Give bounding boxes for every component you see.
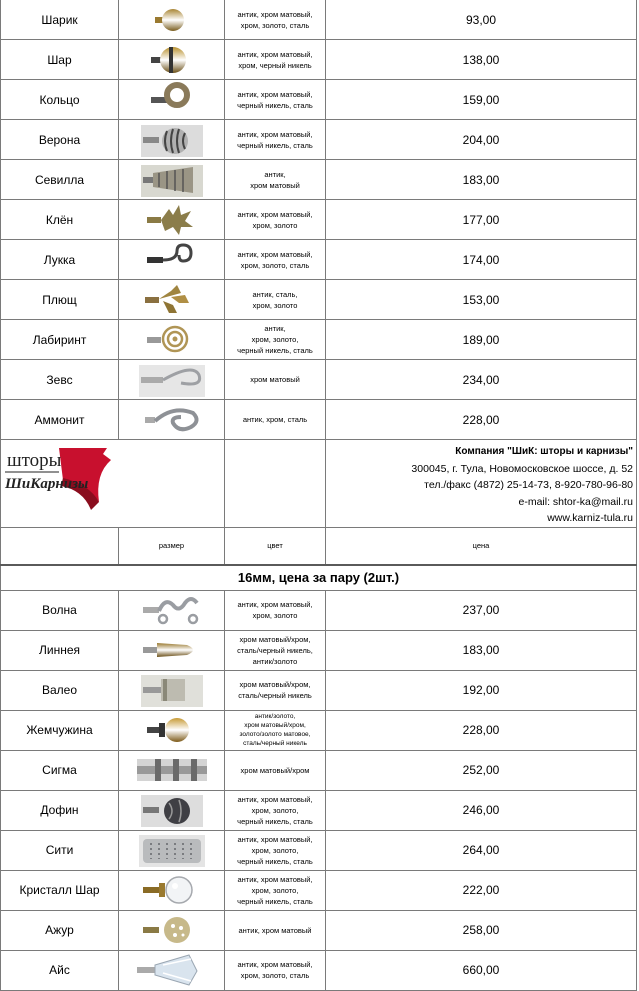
product-price: 189,00 [326,320,637,360]
product-colors [225,160,326,200]
color-line: хром, золото, сталь [240,260,310,270]
product-image [119,710,225,750]
company-phone: тел./факс (4872) 25-14-73, 8-920-780-96-80 [424,479,633,491]
product-row [1,590,637,630]
product-price: 237,00 [326,590,637,630]
color-line: антик, [264,324,286,333]
company-site[interactable]: www.karniz-tula.ru [547,512,633,524]
header-empty [1,527,119,565]
product-image [119,120,225,160]
product-colors [225,280,326,320]
product-name: Сити [1,830,119,870]
sphere-finial-icon [133,41,211,79]
product-image [119,280,225,320]
company-logo [3,444,115,516]
product-row [1,750,637,790]
color-line: хром матовый [250,180,300,190]
product-colors [225,0,326,40]
product-name: Волна [1,590,119,630]
company-address: 300045, г. Тула, Новомосковское шоссе, д. 52 [411,462,633,475]
color-line: хром, золото, [251,845,299,855]
color-line: антик/золото [252,656,298,666]
product-name: Аммонит [1,400,119,440]
product-row [1,870,637,910]
product-row [1,40,637,80]
product-name: Верона [1,120,119,160]
company-body [1,440,637,591]
product-price: 183,00 [326,160,637,200]
product-price: 159,00 [326,80,637,120]
color-line: хром, золото [252,611,298,620]
product-price: 228,00 [326,400,637,440]
product-colors [225,40,326,80]
product-row [1,400,637,440]
product-price: 192,00 [326,670,637,710]
product-row [1,120,637,160]
company-row [1,440,637,528]
product-price: 222,00 [326,870,637,910]
color-line: хром, золото, [251,885,299,895]
company-empty-cell [225,440,326,528]
color-line: антик, хром матовый, [237,600,313,609]
column-header-row [1,527,637,565]
product-image [119,360,225,400]
color-line: сталь/черный никель [243,740,307,747]
color-line: антик, хром матовый, [237,874,313,884]
dauphin-finial-icon [133,791,211,829]
product-row [1,790,637,830]
color-line: хром, золото, [251,335,299,344]
ring-finial-icon [133,81,211,119]
product-name: Айс [1,950,119,990]
product-image [119,670,225,710]
product-name: Шарик [1,0,119,40]
product-image [119,590,225,630]
product-image [119,320,225,360]
product-colors [225,630,326,670]
product-colors [225,910,326,950]
cylinder-finial-icon [133,671,211,709]
product-colors [225,120,326,160]
logo-cell [1,440,225,528]
color-line: антик, хром матовый, [237,209,313,219]
color-line: хром матовый/хром, [244,722,306,729]
product-price: 264,00 [326,830,637,870]
color-line: черный никель, сталь [237,100,313,110]
product-price: 228,00 [326,710,637,750]
product-name: Зевс [1,360,119,400]
logo-text-top: шторы [7,450,62,471]
product-row [1,200,637,240]
product-name: Лабиринт [1,320,119,360]
product-colors [225,670,326,710]
product-colors [225,830,326,870]
product-colors [225,200,326,240]
color-line: черный никель, сталь [237,896,313,906]
product-row [1,160,637,200]
product-price: 153,00 [326,280,637,320]
company-email[interactable]: e-mail: shtor-ka@mail.ru [518,495,633,508]
product-colors [225,320,326,360]
color-line: черный никель, сталь [237,140,313,150]
color-line: хром матовый/хром, [239,634,311,644]
pearl-finial-icon [133,711,211,749]
bullet-finial-icon [133,631,211,669]
color-line: сталь/черный никель, [237,645,313,655]
color-line: хром матовый/хром, [239,680,311,689]
color-line: антик/золото, [254,713,296,720]
color-line: антик, хром матовый, [237,794,313,804]
product-row [1,630,637,670]
product-image [119,750,225,790]
product-image [119,830,225,870]
color-line: сталь/черный никель [238,691,312,700]
product-row [1,830,637,870]
product-price: 93,00 [326,0,637,40]
product-colors [225,710,326,750]
cage-ball-finial-icon [133,121,211,159]
color-line: хром, золото [252,220,298,230]
cone-finial-icon [133,161,211,199]
company-name: Компания "ШиК: шторы и карнизы" [455,446,633,457]
maple-leaf-finial-icon [133,201,211,239]
color-line: антик, хром матовый, [237,89,313,99]
openwork-finial-icon [133,911,211,949]
product-colors [225,240,326,280]
product-price: 183,00 [326,630,637,670]
color-line: хром, золото, [251,805,299,815]
product-image [119,160,225,200]
ice-finial-icon [133,951,211,989]
product-name: Лукка [1,240,119,280]
color-line: антик, хром матовый [238,925,312,935]
color-line: хром, черный никель [238,60,312,70]
product-name: Ажур [1,910,119,950]
crystal-ball-finial-icon [133,871,211,909]
product-name: Кольцо [1,80,119,120]
sigma-finial-icon [133,751,211,789]
color-line: антик, хром матовый, [237,129,313,139]
city-finial-icon [133,831,211,869]
logo-text-bottom: ШиКарнизы [5,476,89,492]
color-line: антик, хром, сталь [242,415,308,424]
color-line: антик, хром матовый, [237,249,313,259]
section-title-row [1,565,637,591]
color-line: хром матовый [250,375,300,384]
product-row [1,280,637,320]
product-price: 204,00 [326,120,637,160]
product-price: 246,00 [326,790,637,830]
product-row [1,240,637,280]
product-colors [225,360,326,400]
product-image [119,790,225,830]
product-price: 660,00 [326,950,637,990]
product-name: Жемчужина [1,710,119,750]
product-price: 258,00 [326,910,637,950]
top-items-body [1,0,637,440]
product-name: Кристалл Шар [1,870,119,910]
product-name: Сигма [1,750,119,790]
product-image [119,400,225,440]
color-line: антик, хром матовый, [237,49,313,59]
product-price: 234,00 [326,360,637,400]
product-colors [225,400,326,440]
product-price: 174,00 [326,240,637,280]
product-name: Клён [1,200,119,240]
ball-finial-icon [133,1,211,39]
product-image [119,0,225,40]
product-image [119,950,225,990]
product-colors [225,790,326,830]
product-colors [225,950,326,990]
product-image [119,200,225,240]
product-row [1,670,637,710]
labyrinth-finial-icon [133,321,211,359]
wave-finial-icon [133,591,211,629]
product-image [119,240,225,280]
color-line: хром, золото, сталь [240,971,310,980]
product-row [1,320,637,360]
product-name: Плющ [1,280,119,320]
color-line: хром, золото [252,300,298,310]
header-size: размер [119,527,225,565]
product-colors [225,870,326,910]
product-name: Шар [1,40,119,80]
spiral-finial-icon [133,241,211,279]
product-colors [225,80,326,120]
product-row [1,910,637,950]
loop-finial-icon [133,361,211,399]
product-colors [225,750,326,790]
product-name: Севилла [1,160,119,200]
product-row [1,360,637,400]
product-price: 177,00 [326,200,637,240]
color-line: черный никель, сталь [237,816,313,826]
bottom-items-body [1,590,637,990]
product-name: Линнея [1,630,119,670]
color-line: антик, хром матовый, [237,834,313,844]
product-row [1,80,637,120]
product-image [119,910,225,950]
product-row [1,710,637,750]
product-image [119,870,225,910]
product-name: Валео [1,670,119,710]
product-row [1,950,637,990]
product-image [119,80,225,120]
color-line: антик, [264,169,286,179]
product-image [119,40,225,80]
header-color: цвет [225,527,326,565]
color-line: золото/золото матовое, [239,731,311,738]
product-price: 138,00 [326,40,637,80]
color-line: хром, золото, сталь [240,20,310,30]
product-colors [225,590,326,630]
product-price: 252,00 [326,750,637,790]
company-info [326,440,637,528]
ammonite-finial-icon [133,401,211,439]
color-line: антик, хром матовый, [237,9,313,19]
color-line: хром матовый/хром [240,765,310,775]
color-line: антик, сталь, [252,289,298,299]
color-line: черный никель, сталь [237,856,313,866]
product-image [119,630,225,670]
section-title: 16мм, цена за пару (2шт.) [1,565,637,591]
ivy-finial-icon [133,281,211,319]
product-row [1,0,637,40]
product-name: Дофин [1,790,119,830]
color-line: антик, хром матовый, [237,960,313,969]
header-price: цена [326,527,637,565]
color-line: черный никель, сталь [237,346,313,355]
